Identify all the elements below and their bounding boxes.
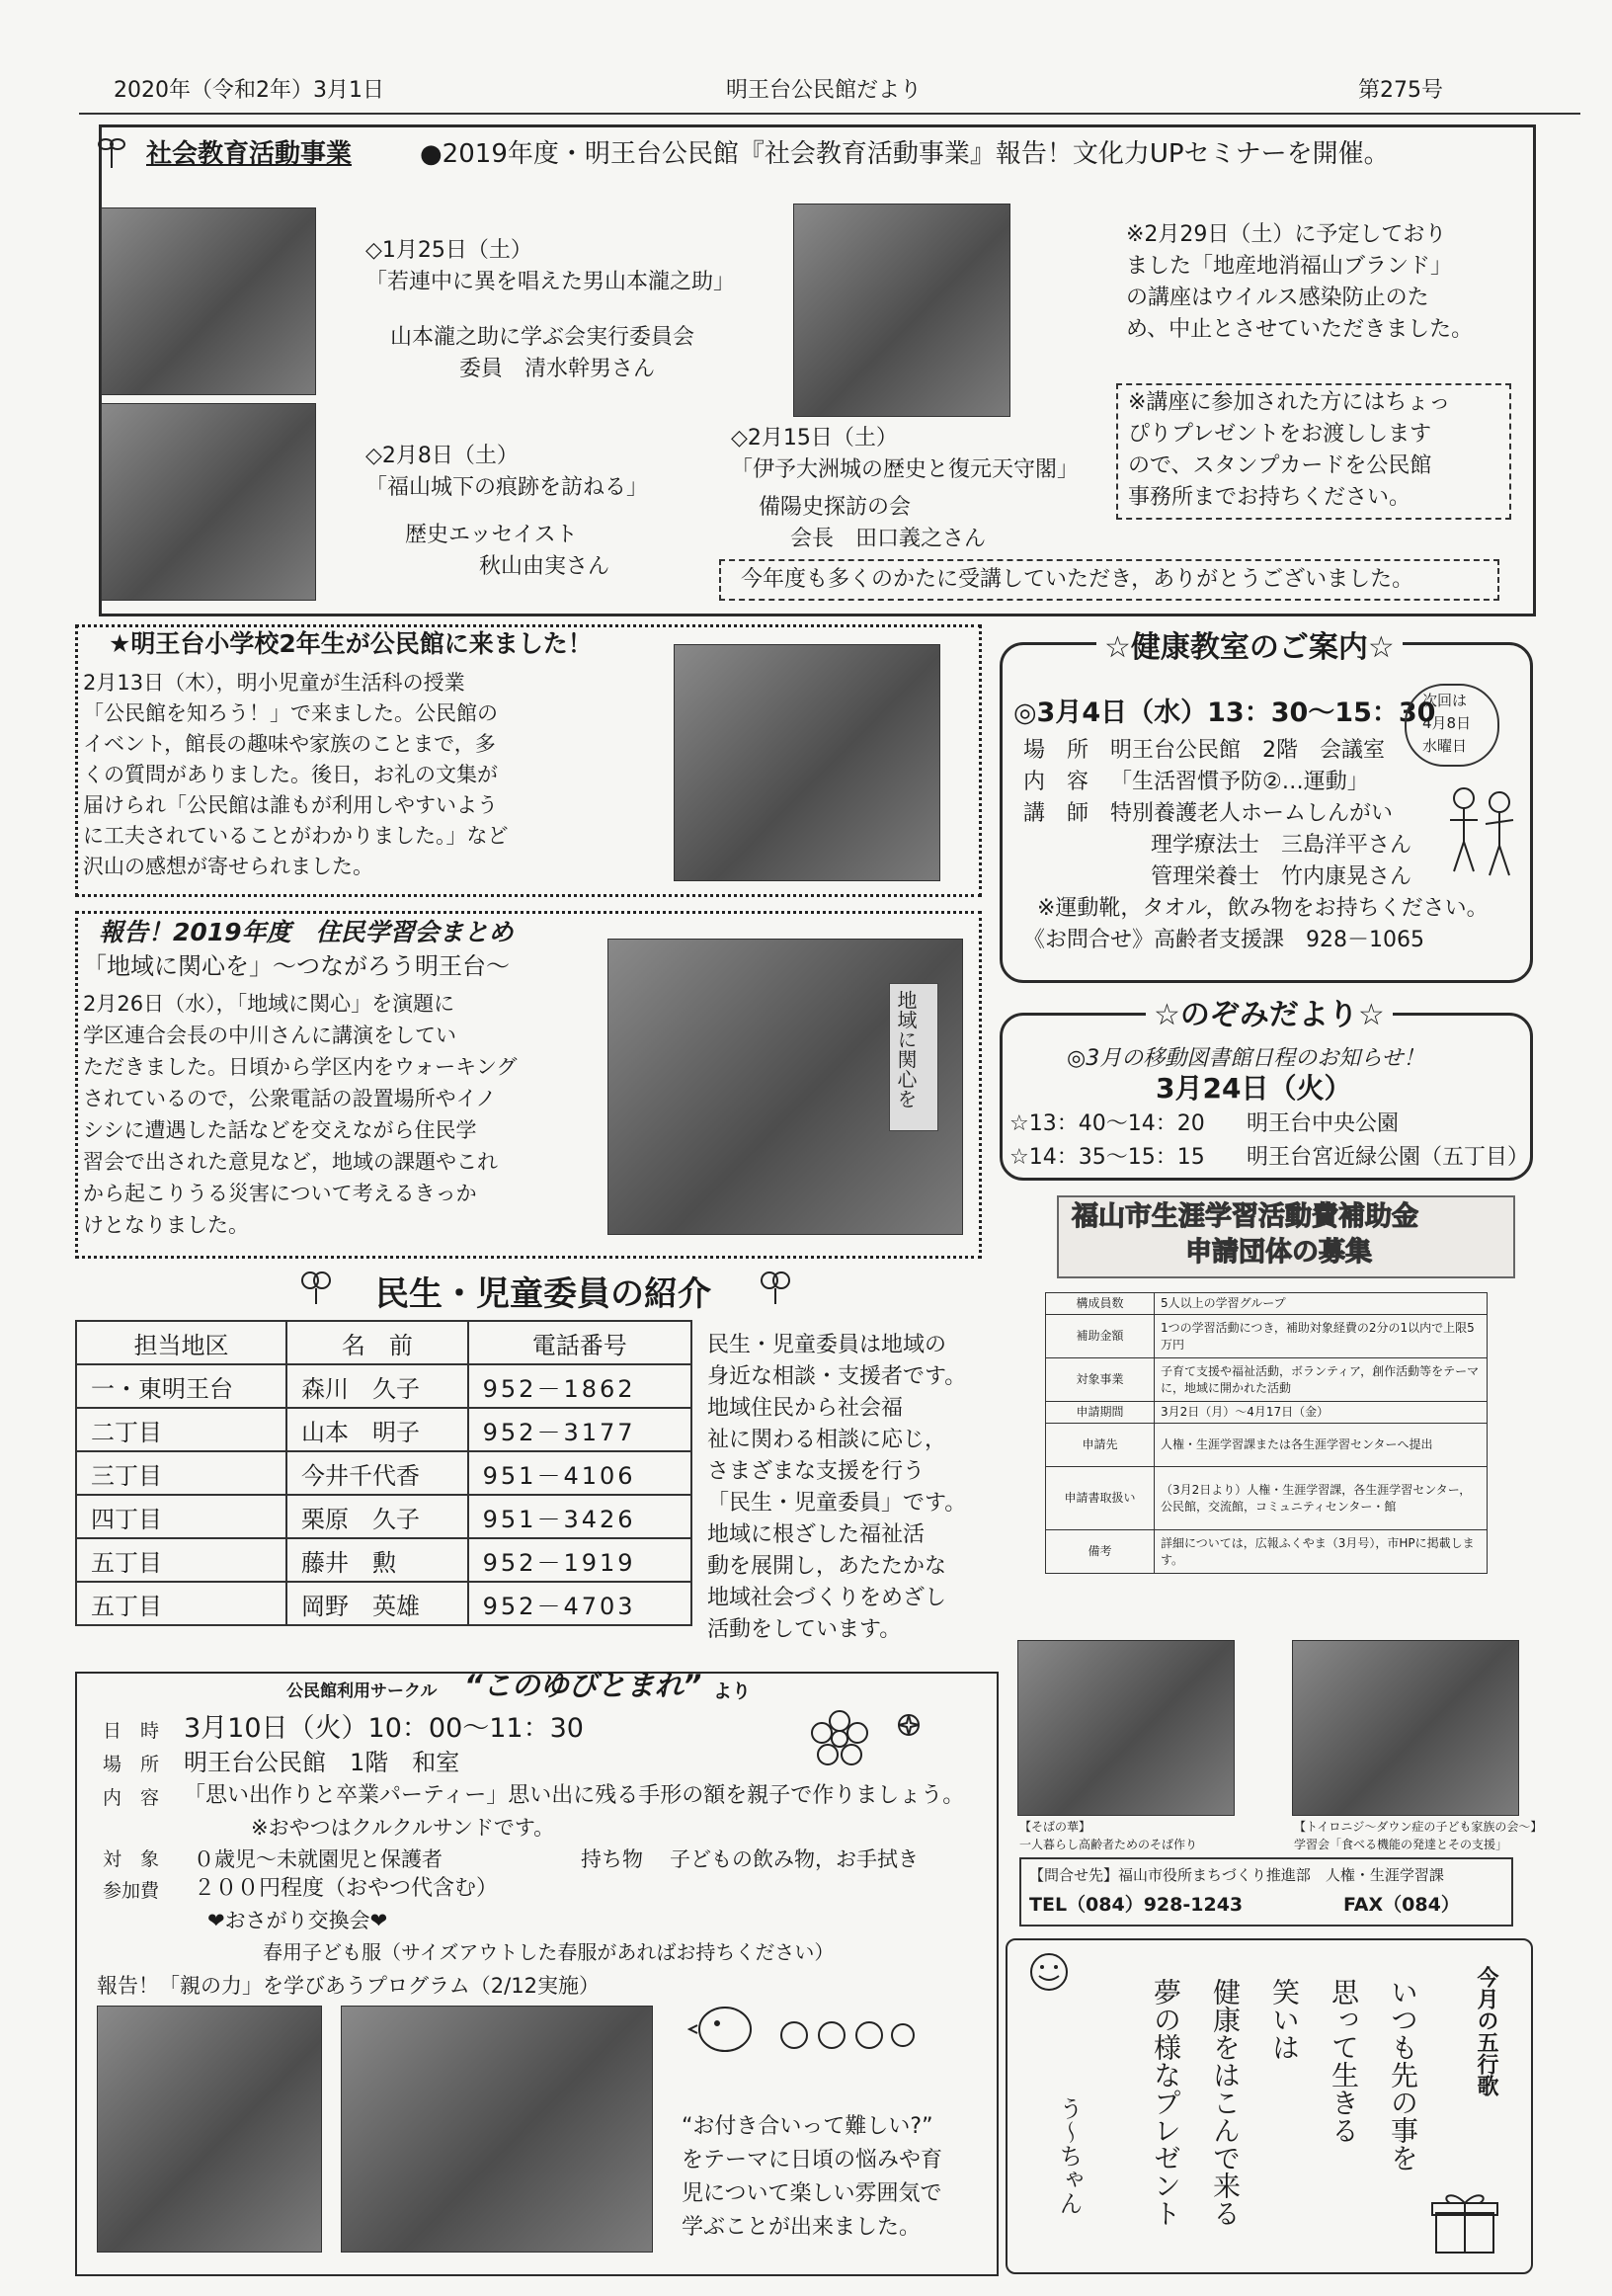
health-lecturer: 特別養護老人ホームしんがい bbox=[1110, 801, 1394, 826]
committee-row: 五丁目 藤井 勲 952－1919 bbox=[76, 1538, 691, 1582]
health-notice: ※運動靴，タオル，飲み物をお持ちください。 bbox=[1037, 896, 1489, 921]
event2-date: ◇2月8日（土） bbox=[365, 444, 519, 468]
subsidy-row: 構成員数 5人以上の学習グループ bbox=[1046, 1293, 1488, 1315]
poem-title: 今月の五行歌 bbox=[1474, 1966, 1498, 2096]
gift-icon bbox=[1430, 2187, 1499, 2258]
event1-person: 委員 清水幹男さん bbox=[459, 357, 656, 381]
subsidy-tel: TEL（084）928-1243 bbox=[1029, 1894, 1244, 1916]
circle-target-key: 対 象 bbox=[103, 1848, 160, 1870]
event3-person: 会長 田口義之さん bbox=[790, 527, 987, 551]
circle-fee-key: 参加費 bbox=[103, 1880, 160, 1902]
circle-report-title: 報告！「親の力」を学びあうプログラム（2/12実施） bbox=[97, 1974, 600, 1998]
subsidy-row: 申請先 人権・生涯学習課または各生涯学習センターへ提出 bbox=[1046, 1424, 1488, 1467]
circle-swap-body: 春用子ども服（サイズアウトした春服があればお持ちください） bbox=[263, 1940, 835, 1964]
issue-number: 第275号 bbox=[1358, 78, 1443, 103]
circle-place-key: 場 所 bbox=[103, 1754, 160, 1775]
issue-date: 2020年（令和2年）3月1日 bbox=[114, 78, 384, 103]
subsidy-contact: 【問合せ先】福山市役所まちづくり推進部 人権・生涯学習課 bbox=[1029, 1866, 1444, 1884]
next-session: 次回は 4月8日 水曜日 bbox=[1422, 692, 1472, 755]
poem-line-4: 健康をはこんで来る bbox=[1209, 1978, 1242, 2227]
health-lecturer-key: 講 師 bbox=[1023, 801, 1089, 826]
circle-fee: ２００円程度（おやつ代含む） bbox=[194, 1876, 499, 1901]
event1-title: 「若連中に異を唱えた男山本瀧之助」 bbox=[365, 270, 736, 294]
clover-icon bbox=[756, 1267, 795, 1306]
poem-line-3: 笑いは bbox=[1268, 1978, 1301, 2061]
event2-title: 「福山城下の痕跡を訪ねる」 bbox=[365, 475, 649, 500]
photo-event3 bbox=[793, 204, 1010, 417]
health-staff-2: 管理栄養士 竹内康晃さん bbox=[1151, 864, 1412, 889]
study-report-subtitle: 「地域に関心を」～つながろう明王台～ bbox=[83, 952, 510, 980]
event3-org: 備陽史探訪の会 bbox=[759, 495, 912, 520]
committee-table bbox=[75, 1320, 692, 1626]
poem-author: う～ちゃん bbox=[1055, 2096, 1083, 2215]
subsidy-row: 補助金額 1つの学習活動につき，補助対象経費の2分の1以内で上限5万円 bbox=[1046, 1315, 1488, 1358]
nozomi-date: 3月24日（火） bbox=[1156, 1072, 1352, 1105]
study-report-title: 報告！2019年度 住民学習会まとめ bbox=[99, 918, 514, 946]
event3-date: ◇2月15日（土） bbox=[731, 426, 898, 451]
event1-date: ◇1月25日（土） bbox=[365, 238, 532, 263]
thanks-message: 今年度も多くのかたに受講していただき，ありがとうございました。 bbox=[741, 567, 1414, 592]
caption-soba: 【そばの華】 一人暮らし高齢者ためのそば作り bbox=[1019, 1820, 1198, 1851]
newsletter-title: 明王台公民館だより bbox=[726, 78, 923, 103]
school-visit-body: 2月13日（木），明小児童が生活科の授業 「公民館を知ろう！」で来ました。公民館の イベント，館長の趣味や家族のことまで，多 くの質問がありました。後日，お礼の文集が 届けられ「公民館は誰もが利用しやすいよう に工夫されていることがわかりました。」など 沢山の感想が寄せられました。 bbox=[83, 671, 509, 878]
committee-row: 一・東明王台 森川 久子 952－1862 bbox=[76, 1364, 691, 1408]
sprout-icon bbox=[97, 130, 126, 170]
health-content-key: 内 容 bbox=[1023, 770, 1089, 794]
nozomi-stop1-place: 明王台中央公園 bbox=[1247, 1111, 1400, 1136]
circle-content: 「思い出作りと卒業パーティー」思い出に残る手形の額を親子で作りましょう。 bbox=[184, 1783, 965, 1808]
poem-line-5: 夢の様なプレゼント bbox=[1150, 1978, 1182, 2227]
nozomi-stop2-time: ☆14：35～15：15 bbox=[1009, 1145, 1205, 1170]
school-visit-title: ★明王台小学校2年生が公民館に来ました！ bbox=[109, 629, 593, 658]
committee-row: 五丁目 岡野 英雄 952－4703 bbox=[76, 1582, 691, 1625]
health-place-key: 場 所 bbox=[1023, 738, 1089, 763]
photo-circle-1 bbox=[97, 2006, 322, 2253]
committee-row: 四丁目 栗原 久子 951－3426 bbox=[76, 1495, 691, 1538]
cancel-note: ※2月29日（土）に予定しており ました「地産地消福山ブランド」 の講座はウイルス感染防止のた め、中止とさせていただきました。 bbox=[1126, 222, 1474, 342]
committee-header-row: 担当地区 名 前 電話番号 bbox=[76, 1321, 691, 1364]
committee-row: 二丁目 山本 明子 952－3177 bbox=[76, 1408, 691, 1451]
circle-bring: 子どもの飲み物，お手拭き bbox=[670, 1847, 919, 1871]
health-staff-1: 理学療法士 三島洋平さん bbox=[1151, 833, 1412, 858]
subsidy-row: 申請期間 3月2日（月）～4月17日（金） bbox=[1046, 1402, 1488, 1424]
health-content: 「生活習慣予防②…運動」 bbox=[1110, 770, 1369, 794]
circle-label: 公民館利用サークル bbox=[286, 1681, 438, 1701]
smiley-icon bbox=[1027, 1950, 1071, 1994]
subsidy-row: 申請書取扱い （3月2日より）人権・生涯学習課，各生涯学習センター，公民館，交流館，コミュニティセンター・館 bbox=[1046, 1467, 1488, 1530]
photo-toironiji bbox=[1292, 1640, 1519, 1816]
event3-title: 「伊予大洲城の歴史と復元天守閣」 bbox=[731, 457, 1080, 482]
nozomi-title: ☆のぞみだより☆ bbox=[1146, 1000, 1393, 1031]
health-datetime: ◎3月4日（水）13：30～15：30 bbox=[1013, 697, 1436, 728]
committee-row: 三丁目 今井千代香 951－4106 bbox=[76, 1451, 691, 1495]
subsidy-fax: FAX（084） bbox=[1343, 1894, 1460, 1916]
nozomi-stop2-place: 明王台宮近緑公園（五丁目） bbox=[1247, 1145, 1530, 1170]
committee-desc: 民生・児童委員は地域の 身近な相談・支援者です。 地域住民から社会福 祉に関わる相談に応じ， さまざまな支援を行う 「民生・児童委員」です。 地域に根ざした福祉活 動を展開し，あたたかな 地域社会づくりをめざし 活動をしています。 bbox=[707, 1333, 967, 1642]
poem-line-2: 思って生きる bbox=[1328, 1978, 1360, 2144]
circle-bring-key: 持ち物 bbox=[581, 1847, 643, 1871]
committee-title: 民生・児童委員の紹介 bbox=[375, 1274, 711, 1314]
subsidy-row: 備考 詳細については，広報ふくやま（3月号），市HPに掲載します。 bbox=[1046, 1530, 1488, 1574]
circle-target: ０歳児～未就園児と保護者 bbox=[194, 1847, 443, 1871]
photo-event1 bbox=[101, 207, 316, 395]
event2-person: 秋山由実さん bbox=[479, 554, 610, 579]
photo-event2 bbox=[101, 403, 316, 601]
circle-suffix: より bbox=[713, 1681, 752, 1702]
circle-name: “このゆびとまれ” bbox=[464, 1669, 702, 1702]
circle-date-key: 日 時 bbox=[103, 1720, 160, 1742]
nozomi-stop1-time: ☆13：40～14：20 bbox=[1009, 1111, 1205, 1136]
exercise-people-icon bbox=[1442, 780, 1521, 889]
event2-org: 歴史エッセイスト bbox=[405, 523, 578, 547]
header-rule bbox=[79, 113, 1580, 115]
subsidy-title-1: 福山市生涯学習活動費補助金 bbox=[1072, 1201, 1418, 1232]
event1-org: 山本瀧之助に学ぶ会実行委員会 bbox=[390, 325, 695, 350]
study-report-body: 2月26日（水），「地域に関心」を演題に 学区連合会長の中川さんに講演をしてい ただきました。日頃から学区内をウォーキング されているので，公衆電話の設置場所やイノ シシに遭遇した話などを交えながら住民学 習会で出された意見など，地域の課題やこれ から起こりうる災害について考えるきっか けとなりました。 bbox=[83, 992, 518, 1237]
health-place: 明王台公民館 2階 会議室 bbox=[1110, 738, 1385, 763]
circle-report-body: “お付き合いって難しい?” をテーマに日頃の悩みや育 児について楽しい雰囲気で 学ぶことが出来ました。 bbox=[682, 2114, 943, 2240]
circle-snack: ※おやつはクルクルサンドです。 bbox=[251, 1816, 555, 1840]
present-note: ※講座に参加された方にはちょっ ぴりプレゼントをお渡しします ので、スタンプカードを公民館 事務所までお持ちください。 bbox=[1128, 390, 1451, 510]
health-title: ☆健康教室のご案内☆ bbox=[1096, 632, 1403, 664]
caption-toironiji: 【トイロニジ～ダウン症の子ども家族の会～】 学習会「食べる機能の発達とその支援」 bbox=[1294, 1820, 1543, 1851]
subsidy-title-2: 申請団体の募集 bbox=[1185, 1237, 1372, 1268]
chick-and-faces-icon bbox=[687, 1986, 925, 2065]
social-education-tag: 社会教育活動事業 bbox=[146, 139, 353, 169]
lecture-banner-text: 地域に関心を bbox=[894, 990, 918, 1108]
health-contact: 《お問合せ》高齢者支援課 928－1065 bbox=[1023, 928, 1424, 952]
circle-swap-title: ❤おさがり交換会❤ bbox=[207, 1909, 388, 1932]
subsidy-row: 対象事業 子育て支援や福祉活動，ボランティア，創作活動等をテーマに，地域に開かれた活動 bbox=[1046, 1358, 1488, 1402]
social-education-headline: ●2019年度・明王台公民館『社会教育活動事業』報告！文化力UPセミナーを開催。 bbox=[420, 139, 1390, 169]
circle-date: 3月10日（火）10：00～11：30 bbox=[184, 1713, 584, 1744]
poem-line-1: いつも先の事を bbox=[1387, 1978, 1419, 2172]
photo-soba bbox=[1017, 1640, 1235, 1816]
nozomi-subtitle: ◎3月の移動図書館日程のお知らせ！ bbox=[1067, 1046, 1425, 1071]
circle-content-key: 内 容 bbox=[103, 1787, 160, 1809]
flower-icon bbox=[800, 1705, 948, 1784]
photo-circle-2 bbox=[341, 2006, 653, 2253]
circle-place: 明王台公民館 1階 和室 bbox=[184, 1749, 460, 1776]
subsidy-table bbox=[1045, 1292, 1488, 1574]
clover-icon bbox=[296, 1267, 336, 1306]
photo-school-visit bbox=[674, 644, 940, 881]
